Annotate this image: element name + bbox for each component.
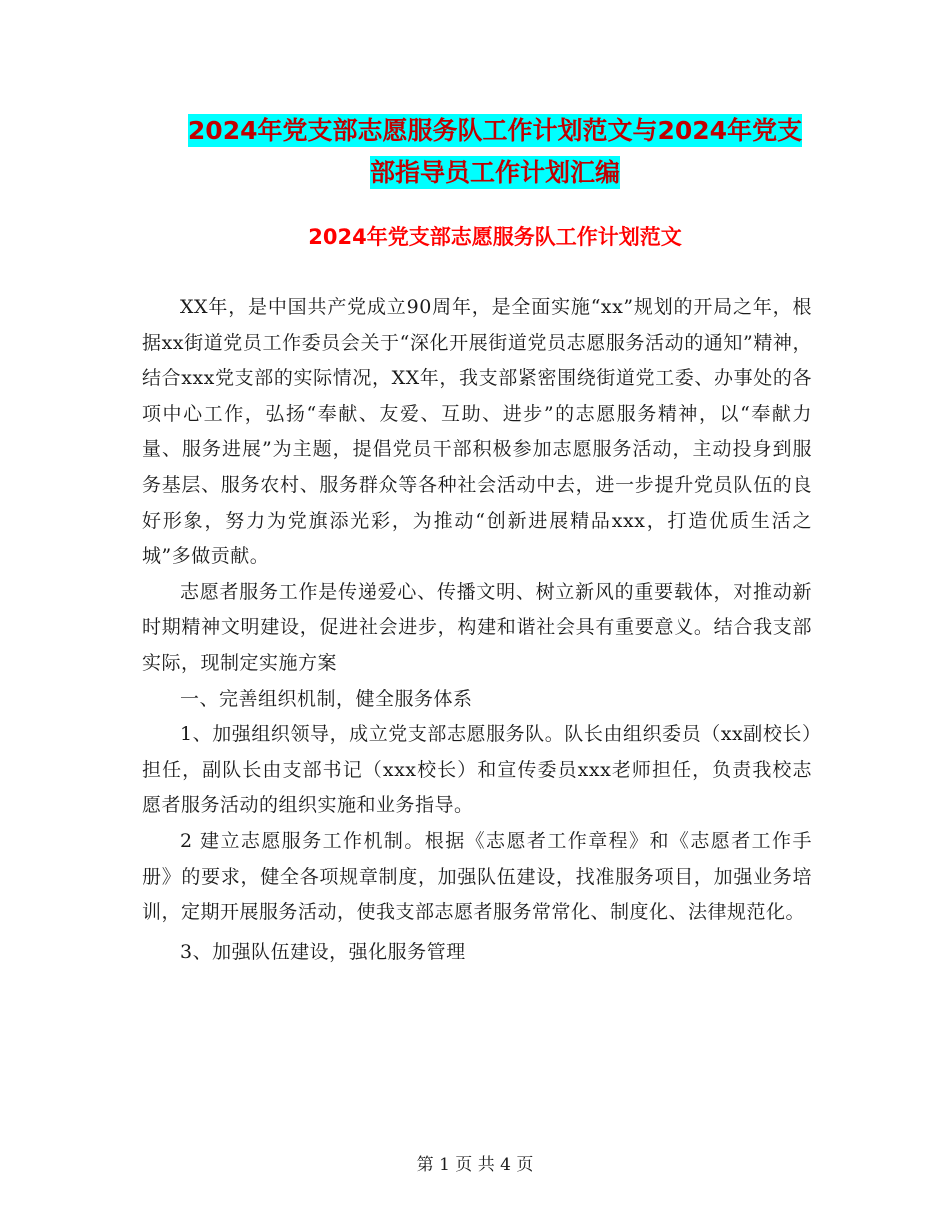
section-title: 2024年党支部志愿服务队工作计划范文: [308, 225, 682, 249]
paragraph-intro: XX年，是中国共产党成立90周年，是全面实施“xx”规划的开局之年，根据xx街道党员工作委员会关于“深化开展街道党员志愿服务活动的通知”精神，结合xxx党支部的实际情况，XX年，我支部紧密围绕街道党工委、办事处的各项中心工作，弘扬“奉献、友爱、互助、进步”的志愿服务精神，以“奉献力量、服务进展”为主题，提倡党员干部积极参加志愿服务活动，主动投身到服务基层、服务农村、服务群众等各种社会活动中去，进一步提升党员队伍的良好形象，努力为党旗添光彩，为推动“创新进展精品xxx，打造优质生活之城”多做贡献。: [142, 296, 812, 568]
paragraph-item-3: 3、加强队伍建设，强化服务管理: [180, 940, 466, 963]
document-title-line-2: 部指导员工作计划汇编: [369, 158, 620, 187]
paragraph-purpose: 志愿者服务工作是传递爱心、传播文明、树立新风的重要载体，对推动新时期精神文明建设，促进社会进步，构建和谐社会具有重要意义。结合我支部实际，现制定实施方案: [142, 580, 812, 674]
page-footer: 第 1 页 共 4 页: [416, 1155, 534, 1175]
paragraph-item-1: 1、加强组织领导，成立党支部志愿服务队。队长由组织委员（xx副校长）担任，副队长由支部书记（xxx校长）和宣传委员xxx老师担任，负责我校志愿者服务活动的组织实施和业务指导。: [142, 723, 812, 817]
paragraph-item-2: 2 建立志愿服务工作机制。根据《志愿者工作章程》和《志愿者工作手册》的要求，健全各项规章制度，加强队伍建设，找准服务项目，加强业务培训，定期开展服务活动，使我支部志愿者服务常常化、制度化、法律规范化。: [142, 829, 812, 924]
document-body: [142, 290, 812, 970]
document-title-line-1: 2024年党支部志愿服务队工作计划范文与2024年党支: [187, 116, 803, 145]
document-title: [140, 110, 850, 194]
heading-section-1: 一、完善组织机制，健全服务体系: [180, 687, 473, 710]
